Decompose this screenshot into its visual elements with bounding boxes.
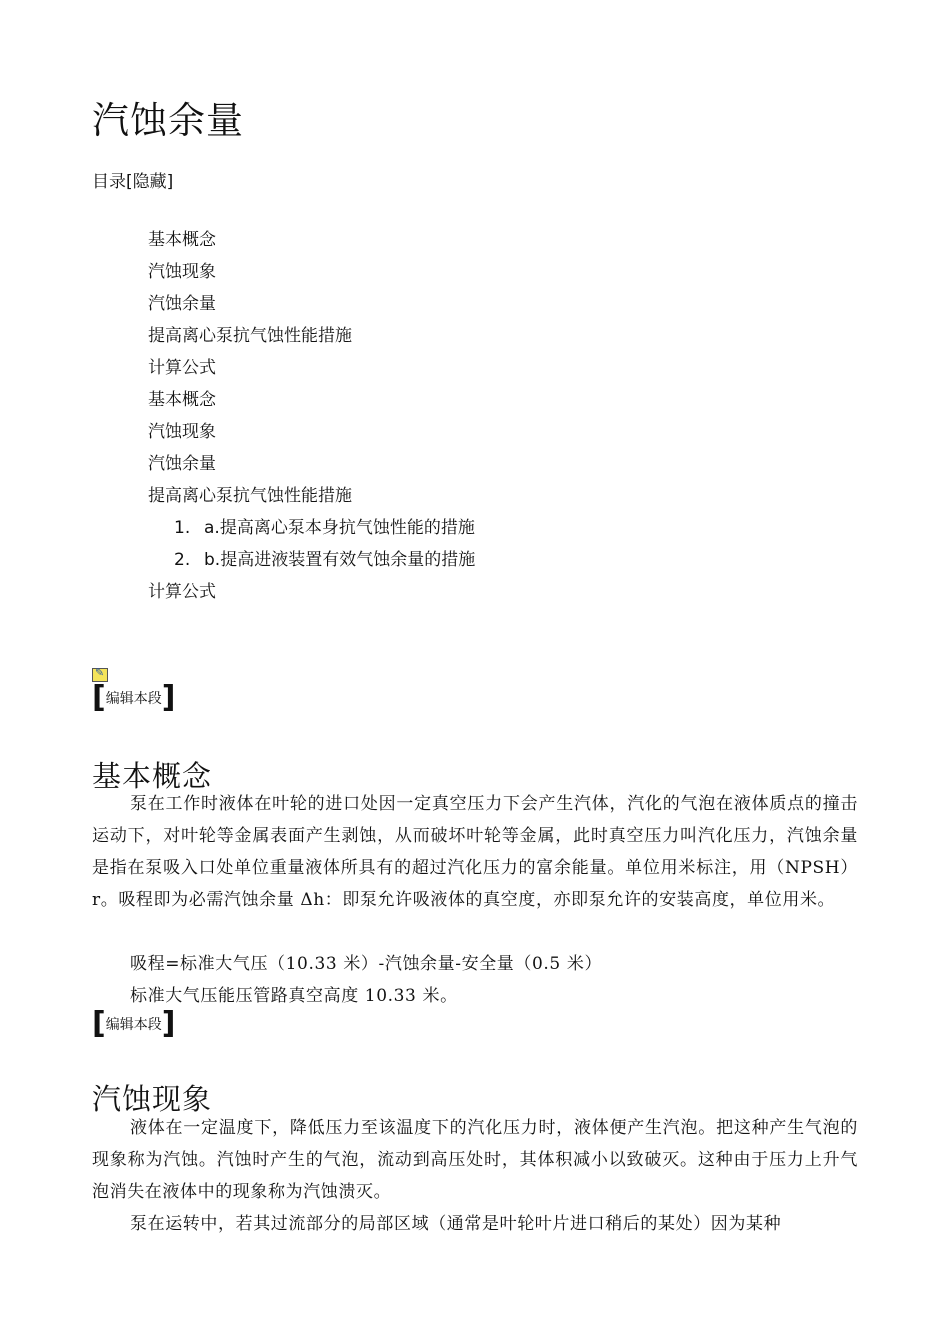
paragraph: 标准大气压能压管路真空高度 10.33 米。 — [130, 986, 458, 1006]
toc-link[interactable]: a.提高离心泵本身抗气蚀性能的措施 — [204, 518, 475, 538]
edit-pencil-icon[interactable]: ✎ — [92, 668, 108, 682]
toc-link[interactable]: 基本概念 — [148, 230, 216, 250]
toc-link[interactable]: 提高离心泵抗气蚀性能措施 — [148, 486, 352, 506]
toc-header — [92, 171, 173, 193]
toc-item — [148, 288, 475, 320]
toc-item — [148, 576, 475, 608]
edit-section-button[interactable]: 编辑本段 — [105, 691, 162, 707]
toc-subitem-number: 2. — [174, 550, 191, 570]
toc-item — [148, 352, 475, 384]
edit-section-link: [编辑本段] — [92, 680, 176, 715]
section-title: 汽蚀现象 — [92, 1082, 213, 1117]
toc-link[interactable]: 提高离心泵抗气蚀性能措施 — [148, 326, 352, 346]
toc-item — [148, 384, 475, 416]
toc-item — [148, 448, 475, 480]
toc-item — [148, 480, 475, 512]
section-title: 基本概念 — [92, 759, 213, 794]
toc-link[interactable]: 计算公式 — [148, 582, 216, 602]
paragraph: 吸程=标准大气压（10.33 米）-汽蚀余量-安全量（0.5 米） — [130, 954, 603, 974]
toc-link[interactable]: 汽蚀现象 — [148, 262, 216, 282]
paragraph: 泵在运转中，若其过流部分的局部区域（通常是叶轮叶片进口稍后的某处）因为某种 — [130, 1214, 782, 1234]
toc-link[interactable]: 汽蚀现象 — [148, 422, 216, 442]
toc-link[interactable]: 汽蚀余量 — [148, 454, 216, 474]
toc-link[interactable]: b.提高进液装置有效气蚀余量的措施 — [204, 550, 476, 570]
page-title: 汽蚀余量 — [92, 98, 244, 142]
toc-link[interactable]: 基本概念 — [148, 390, 216, 410]
paragraph: 泵在工作时液体在叶轮的进口处因一定真空压力下会产生汽体，汽化的气泡在液体质点的撞击运动下，对叶轮等金属表面产生剥蚀，从而破坏叶轮等金属，此时真空压力叫汽化压力，汽蚀余量是指在泵吸入口处单位重量液体所具有的超过汽化压力的富余能量。单位用米标注，用（NPSH）r。吸程即为必需汽蚀余量 Δh：即泵允许吸液体的真空度，亦即泵允许的安装高度，单位用米。 — [92, 794, 858, 910]
toc-subitem — [148, 544, 475, 576]
toc-subitem-number: 1. — [174, 518, 191, 538]
toc-link[interactable]: 汽蚀余量 — [148, 294, 216, 314]
toc-item — [148, 256, 475, 288]
table-of-contents — [148, 224, 475, 608]
toc-link[interactable]: 计算公式 — [148, 358, 216, 378]
edit-section-link: [编辑本段] — [92, 1006, 176, 1041]
edit-section-button[interactable]: 编辑本段 — [105, 1017, 162, 1033]
toc-item — [148, 320, 475, 352]
toc-subitem — [148, 512, 475, 544]
paragraph: 液体在一定温度下，降低压力至该温度下的汽化压力时，液体便产生汽泡。把这种产生气泡的现象称为汽蚀。汽蚀时产生的气泡，流动到高压处时，其体积减小以致破灭。这种由于压力上升气泡消失在液体中的现象称为汽蚀溃灭。 — [92, 1118, 858, 1202]
toc-item — [148, 224, 475, 256]
toc-toggle-link[interactable]: [隐藏] — [126, 172, 174, 192]
toc-item — [148, 416, 475, 448]
toc-label: 目录 — [92, 172, 126, 192]
